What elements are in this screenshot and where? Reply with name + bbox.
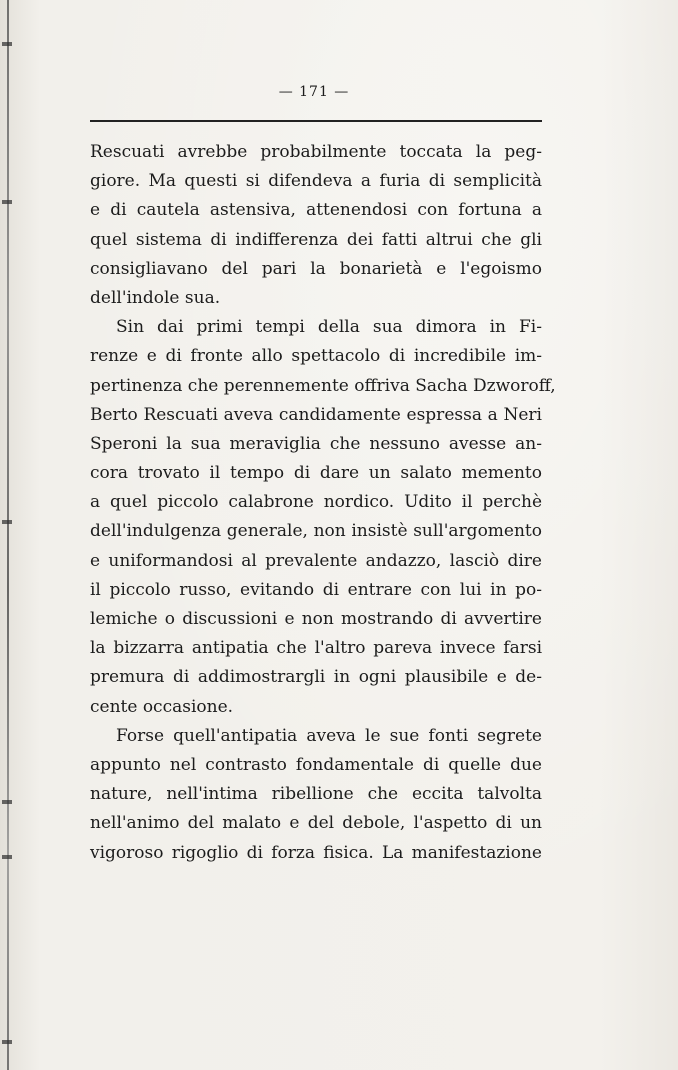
text-line: Berto Rescuati aveva candidamente espressa a Neri xyxy=(90,404,542,425)
text-line: cora trovato il tempo di dare un salato memento xyxy=(90,463,542,484)
text-line: consigliavano del pari la bonarietà e l'egoismo xyxy=(90,258,542,279)
text-line: nature, nell'intima ribellione che eccita talvolta xyxy=(90,784,542,805)
text-line: Rescuati avrebbe probabilmente toccata la peg- xyxy=(90,142,542,162)
text-line: Sin dai primi tempi della sua dimora in Fi- xyxy=(116,317,542,338)
binding-mark xyxy=(2,200,12,204)
text-line: cente occasione. xyxy=(90,696,234,717)
text-line: pertinenza che perennemente offriva Sacha Dzworoff, xyxy=(90,375,556,396)
text-line: a quel piccolo calabrone nordico. Udito il perchè xyxy=(90,492,542,513)
text-line: Forse quell'antipatia aveva le sue fonti segrete xyxy=(116,725,542,746)
text-line: dell'indulgenza generale, non insistè sull'argomento xyxy=(90,521,542,542)
text-line: e di cautela astensiva, attenendosi con fortuna a xyxy=(90,200,542,221)
binding-mark xyxy=(2,42,12,46)
text-line: dell'indole sua. xyxy=(90,287,221,308)
page-number: — 171 — xyxy=(278,84,350,100)
binding-mark xyxy=(2,1040,12,1044)
binding-mark xyxy=(2,520,12,524)
binding-mark xyxy=(2,800,12,804)
text-line: giore. Ma questi si difendeva a furia di semplicità xyxy=(90,171,542,192)
text-line: il piccolo russo, evitando di entrare con lui in po- xyxy=(90,579,542,600)
text-line: vigoroso rigoglio di forza fisica. La manifestazione xyxy=(90,842,542,863)
text-line: premura di addimostrargli in ogni plausibile e de- xyxy=(90,667,542,688)
header-rule xyxy=(90,120,542,122)
page-binding-edge xyxy=(0,0,14,1070)
text-line: la bizzarra antipatia che l'altro pareva invece farsi xyxy=(90,638,542,659)
text-line: nell'animo del malato e del debole, l'aspetto di un xyxy=(90,813,542,834)
text-line: e uniformandosi al prevalente andazzo, lasciò dire xyxy=(90,550,542,571)
text-line: renze e di fronte allo spettacolo di incredibile im- xyxy=(90,346,542,367)
body-text xyxy=(90,138,556,868)
binding-line xyxy=(7,0,9,1070)
text-line: Speroni la sua meraviglia che nessuno avesse an- xyxy=(90,433,542,454)
binding-mark xyxy=(2,855,12,859)
text-line: quel sistema di indifferenza dei fatti altrui che gli xyxy=(90,229,542,250)
text-line: lemiche o discussioni e non mostrando di avvertire xyxy=(90,609,542,629)
text-line: appunto nel contrasto fondamentale di quelle due xyxy=(90,754,542,775)
